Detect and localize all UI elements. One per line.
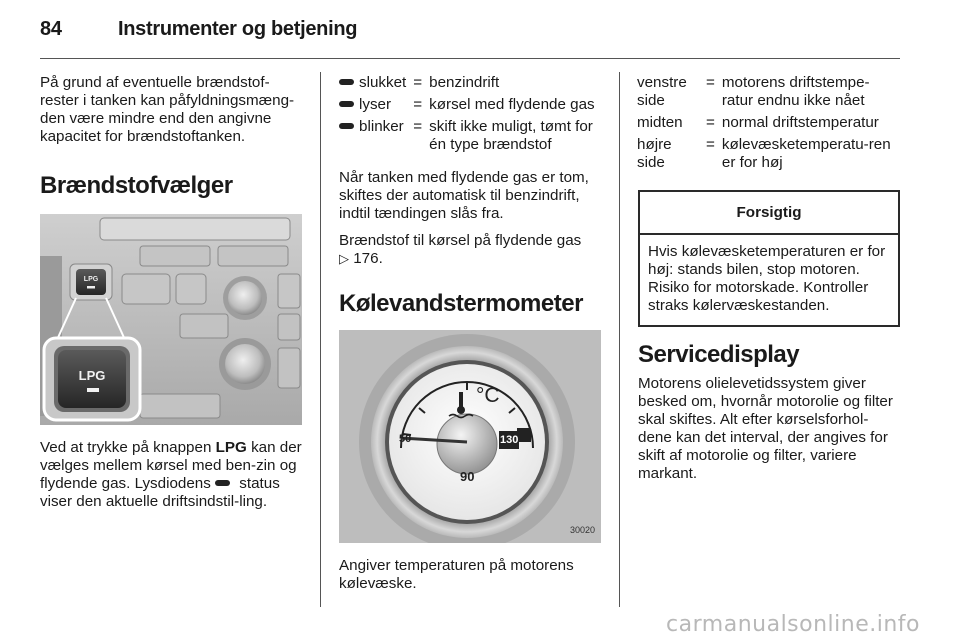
legend-meaning: benzindrift [429, 74, 500, 91]
legend-row [339, 118, 603, 158]
legend-equals: = [706, 136, 715, 153]
body-text: Brændstof til kørsel på flydende gas [339, 232, 582, 249]
gauge-caption: Angiver temperaturen på motorens kølevæske. [339, 557, 574, 592]
legend-equals: = [706, 74, 715, 91]
legend-state: lyser [359, 96, 392, 113]
fuel-selector-body [40, 439, 302, 511]
page-reference-link[interactable]: 176. [353, 250, 383, 267]
caution-box [638, 190, 900, 327]
column-2 [339, 74, 603, 602]
gauge-mid-label: 90 [460, 469, 475, 484]
page-title: Instrumenter og betjening [118, 18, 358, 40]
column-divider-1 [320, 72, 321, 607]
legend-row [339, 74, 603, 96]
gauge-unit-label: °C [476, 384, 500, 407]
legend-row [637, 74, 900, 114]
legend-state: slukket [359, 74, 407, 91]
section-heading-service-display: Servicedisplay [638, 341, 800, 368]
legend-state: blinker [359, 118, 404, 135]
led-indicator-icon [339, 79, 354, 85]
legend-meaning: kørsel med flydende gas [429, 96, 595, 113]
legend-meaning: kølevæsketemperatu-ren er for høj [721, 136, 891, 171]
led-indicator-icon [215, 480, 230, 486]
service-display-body: Motorens olielevetidssystem giver besked om, hvornår motorolie og filter skal skiftes. Alt efter kørselsforhol-dene kan det interval, der angives for skift af motorolie og filter, variere markant. [638, 375, 893, 482]
dashboard-console-illustration [40, 214, 302, 425]
column-3 [638, 74, 900, 492]
legend-position: højre side [637, 136, 672, 171]
caution-body: Hvis kølevæsketemperaturen er for høj: stands bilen, stop motoren. Risiko for motorskade. Kontroller straks kølervæskestanden. [648, 243, 886, 314]
legend-equals: = [413, 96, 423, 113]
legend-equals: = [706, 114, 715, 131]
header-divider [40, 58, 900, 59]
body-text: Ved at trykke på knappen [40, 439, 216, 456]
empty-tank-paragraph: Når tanken med flydende gas er tom, skiftes der automatisk til benzindrift, indtil tændingen slås fra. [339, 169, 589, 222]
section-heading-fuel-selector: Brændstofvælger [40, 172, 233, 199]
legend-row [637, 114, 900, 136]
section-heading-coolant-gauge: Kølevandstermometer [339, 290, 583, 317]
svg-text:LPG: LPG [83, 276, 99, 283]
gauge-high-label: 130 [499, 431, 519, 449]
caution-title: Forsigtig [640, 192, 898, 235]
legend-equals: = [413, 74, 423, 91]
led-status-legend [339, 74, 603, 158]
fuel-selector-photo [40, 214, 302, 425]
watermark: carmanualsonline.info [666, 612, 920, 637]
legend-position: midten [637, 114, 683, 131]
intro-paragraph: På grund af eventuelle brændstof-rester i tanken kan påfyldningsmæng-den være mindre end den angivne kapacitet for brændstoftanken. [40, 74, 295, 145]
legend-meaning: skift ikke muligt, tømt for én type brændstof [429, 118, 593, 153]
page-number: 84 [40, 18, 62, 40]
gauge-low-label: 50 [399, 433, 412, 445]
gauge-position-legend [637, 74, 900, 176]
legend-meaning: motorens driftstempe-ratur endnu ikke nået [721, 74, 870, 109]
lpg-reference-paragraph [339, 232, 603, 268]
body-text: status viser den aktuelle driftsindstil-ling. [40, 475, 280, 510]
coolant-gauge-photo [339, 330, 601, 543]
svg-text:LPG: LPG [78, 368, 106, 383]
led-indicator-icon [339, 101, 354, 107]
page-reference-icon: ▷ [339, 251, 349, 266]
body-text: kan der vælges mellem kørsel med ben-zin og flydende gas. Lysdiodens [40, 439, 302, 492]
legend-position: venstre side [637, 74, 687, 109]
coolant-gauge-illustration [339, 330, 601, 543]
legend-row [637, 136, 900, 176]
column-divider-2 [619, 72, 620, 607]
legend-row [339, 96, 603, 118]
led-indicator-icon [339, 123, 354, 129]
image-reference-code: 30020 [569, 525, 595, 535]
column-1 [40, 74, 302, 520]
lpg-keyword: LPG [215, 439, 247, 456]
legend-equals: = [413, 118, 423, 135]
legend-meaning: normal driftstemperatur [721, 114, 879, 131]
